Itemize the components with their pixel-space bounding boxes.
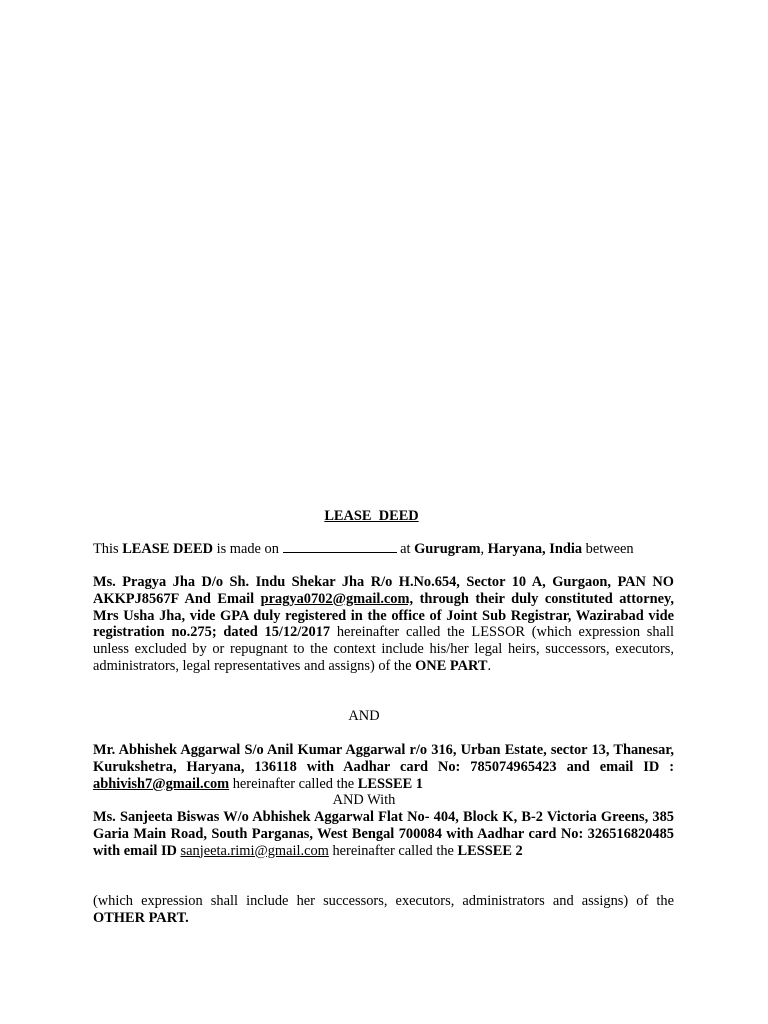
intro-comma: , xyxy=(480,541,488,557)
intro-at: at xyxy=(396,541,415,557)
lessee1-label: LESSEE 1 xyxy=(357,775,423,792)
lessee1-email-link[interactable]: abhivish7@gmail.com xyxy=(93,775,230,792)
intro-this: This xyxy=(93,541,123,557)
lessor-period: . xyxy=(487,657,492,674)
date-blank-line xyxy=(283,540,397,553)
lessee1-hereinafter: hereinafter called the xyxy=(229,775,358,792)
closing-paragraph xyxy=(93,893,674,927)
intro-between: between xyxy=(582,541,634,557)
lessee2-paragraph xyxy=(93,809,674,859)
lessor-hereinafter: hereinafter called the LESSOR (which expression shall unless excluded by or repugnant to the context include his/her legal heirs, successors, executors, administrators, legal representatives and assigns) of the xyxy=(93,624,674,674)
lessor-one-part: ONE PART xyxy=(415,657,488,674)
lessee1-paragraph xyxy=(93,742,674,792)
lessee2-hereinafter: hereinafter called the xyxy=(328,842,458,859)
lessor-email-link[interactable]: pragya0702@gmail.com, xyxy=(260,590,414,607)
intro-haryana-india: Haryana, India xyxy=(487,541,583,557)
document-title: LEASE DEED xyxy=(324,508,419,524)
and-with-separator: AND With xyxy=(332,792,396,808)
and-separator: AND xyxy=(348,708,380,724)
intro-lease-deed: LEASE DEED xyxy=(122,541,213,557)
lessee1-details: Mr. Abhishek Aggarwal S/o Anil Kumar Aggarwal r/o 316, Urban Estate, sector 13, Thanesar, Kurukshetra, Haryana, 136118 with Aadhar card No: 785074965423 and email ID : xyxy=(93,742,674,775)
intro-paragraph xyxy=(93,540,674,558)
lessee2-email-link[interactable]: sanjeeta.rimi@gmail.com xyxy=(180,842,329,859)
lessor-attorney: through their duly constituted attorney, Mrs Usha Jha, vide GPA duly registered in the office of Joint Sub Registrar, Wazirabad vide registration no.275; dated 15/12/2017 xyxy=(93,590,674,641)
lessor-paragraph xyxy=(93,574,674,675)
intro-gurugram: Gurugram xyxy=(414,541,481,557)
intro-made-on: is made on xyxy=(212,541,283,557)
lessee2-label: LESSEE 2 xyxy=(457,842,523,859)
lessor-details: Ms. Pragya Jha D/o Sh. Indu Shekar Jha R/o H.No.654, Sector 10 A, Gurgaon, PAN NO AKKPJ8567F And Email xyxy=(93,574,674,607)
lessee2-details: Ms. Sanjeeta Biswas W/o Abhishek Aggarwal Flat No- 404, Block K, B-2 Victoria Greens, 385 Garia Main Road, South Parganas, West Bengal 700084 with Aadhar card No: 326516820485 with email ID xyxy=(93,809,674,859)
closing-other-part: OTHER PART. xyxy=(93,909,189,926)
closing-text: (which expression shall include her successors, executors, administrators and assigns) of the xyxy=(93,893,674,909)
